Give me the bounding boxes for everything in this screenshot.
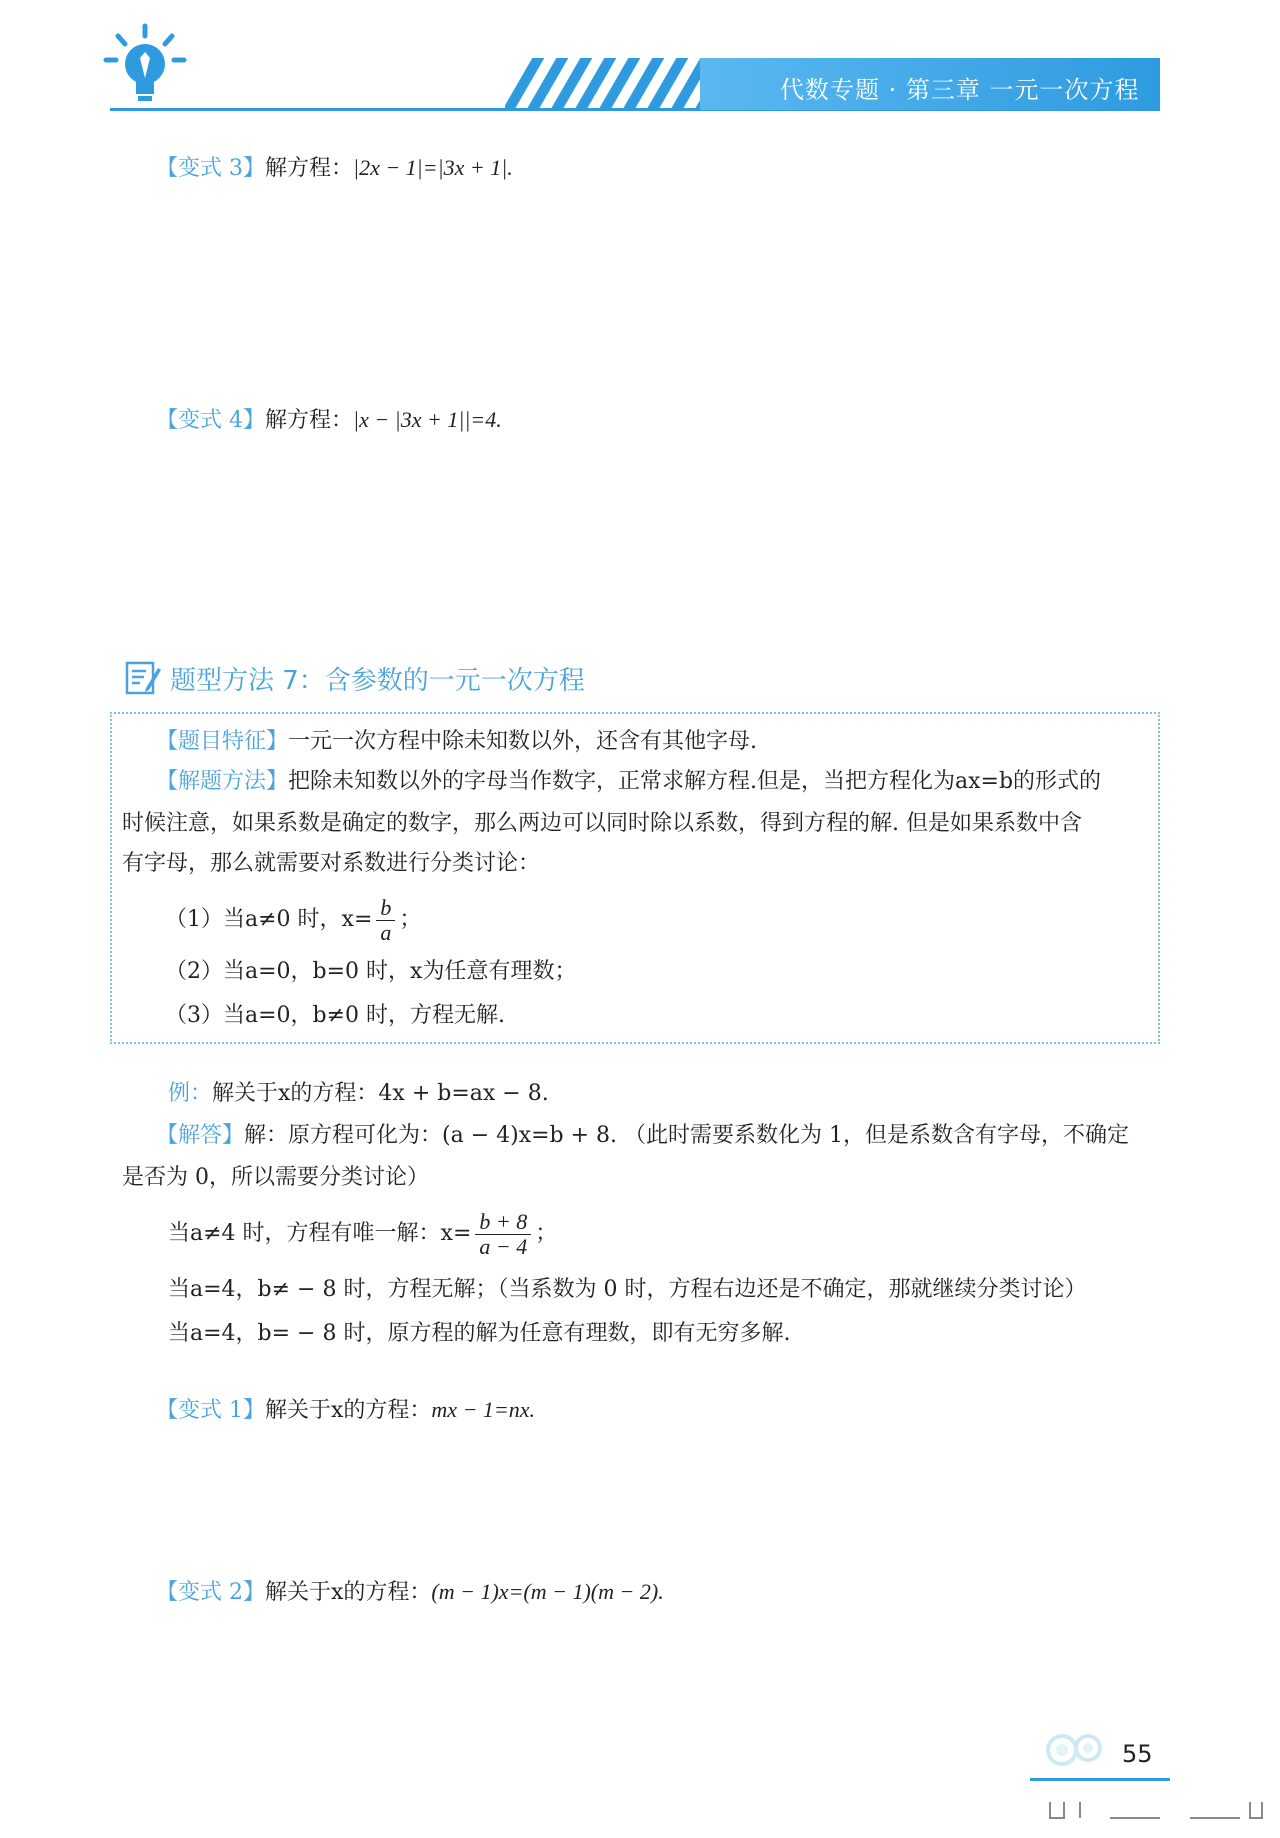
- variant-tag: 【变式 1】: [156, 1398, 265, 1423]
- page-number: 55: [1122, 1740, 1153, 1768]
- page-edge-marks: [1040, 1800, 1270, 1822]
- notepad-pencil-icon: [124, 658, 162, 696]
- example-tag: 例：: [168, 1081, 213, 1106]
- fraction: [475, 1210, 531, 1259]
- approach-line-3: 有字母，那么就需要对系数进行分类讨论：: [122, 851, 541, 876]
- fraction-denominator: a: [380, 919, 392, 945]
- approach-text: 把除未知数以外的字母当作数字，正常求解方程.但是，当把方程化为ax=b的形式的: [288, 769, 1102, 794]
- variant-text: 解关于x的方程：: [265, 1580, 432, 1605]
- section-title: 题型方法 7：含参数的一元一次方程: [170, 666, 585, 696]
- approach-tag: 【解题方法】: [156, 769, 289, 794]
- case-suffix: ；: [535, 1221, 558, 1246]
- answer-case-2: 当a=4，b≠ − 8 时，方程无解；（当系数为 0 时，方程右边还是不确定，那就继续分类讨论）: [168, 1277, 1087, 1302]
- feature-line: [156, 722, 757, 762]
- page-number-underline: [1030, 1778, 1170, 1781]
- case-suffix: ；: [399, 907, 422, 932]
- gear-icon: [1040, 1724, 1110, 1776]
- variant-3: [156, 148, 513, 189]
- variant-equation: |2x − 1|=|3x + 1|.: [353, 155, 513, 180]
- case-text: （1）当a≠0 时，x=: [165, 907, 373, 932]
- example-text: 解关于x的方程：4x + b=ax − 8.: [212, 1081, 549, 1106]
- answer-text: 解：原方程可化为：(a − 4)x=b + 8. （此时需要系数化为 1，但是系数含有字母，不确定: [244, 1123, 1130, 1148]
- variant-tag: 【变式 3】: [156, 156, 265, 181]
- example-line: [168, 1074, 549, 1114]
- variant-tag: 【变式 2】: [156, 1580, 265, 1605]
- variant-equation: mx − 1=nx.: [431, 1397, 536, 1422]
- chapter-title: 代数专题 · 第三章 一元一次方程: [780, 76, 1140, 104]
- variant-text: 解方程：: [265, 156, 354, 181]
- header-stripes: [505, 58, 725, 110]
- answer-case-3: 当a=4，b= − 8 时，原方程的解为任意有理数，即有无穷多解.: [168, 1321, 791, 1346]
- feature-text: 一元一次方程中除未知数以外，还含有其他字母.: [288, 729, 758, 754]
- method-case-2: （2）当a=0，b=0 时，x为任意有理数；: [165, 959, 577, 984]
- variant-tag: 【变式 4】: [156, 408, 265, 433]
- variant-equation: (m − 1)x=(m − 1)(m − 2).: [431, 1579, 664, 1604]
- fraction-numerator: b: [376, 896, 395, 921]
- answer-line-1: [156, 1116, 1129, 1156]
- method-case-3: （3）当a=0，b≠0 时，方程无解.: [165, 1003, 506, 1028]
- method-case-1: [165, 892, 421, 948]
- approach-line-1: [156, 762, 1101, 802]
- variant-text: 解方程：: [265, 408, 354, 433]
- answer-line-2: 是否为 0，所以需要分类讨论）: [122, 1165, 429, 1190]
- approach-line-2: 时候注意，如果系数是确定的数字，那么两边可以同时除以系数，得到方程的解. 但是如果系数中含: [122, 811, 1082, 836]
- variant-1: [156, 1390, 535, 1431]
- fraction: [376, 896, 395, 945]
- variant-4: [156, 400, 502, 441]
- feature-tag: 【题目特征】: [156, 729, 289, 754]
- variant-2: [156, 1572, 664, 1613]
- fraction-numerator: b + 8: [475, 1210, 531, 1235]
- case-text: 当a≠4 时，方程有唯一解：x=: [168, 1221, 472, 1246]
- variant-equation: |x − |3x + 1||=4.: [353, 407, 502, 432]
- answer-case-1: [168, 1206, 557, 1262]
- variant-text: 解关于x的方程：: [265, 1398, 432, 1423]
- fraction-denominator: a − 4: [479, 1233, 528, 1259]
- lightbulb-icon: [100, 22, 190, 112]
- answer-tag: 【解答】: [156, 1123, 245, 1148]
